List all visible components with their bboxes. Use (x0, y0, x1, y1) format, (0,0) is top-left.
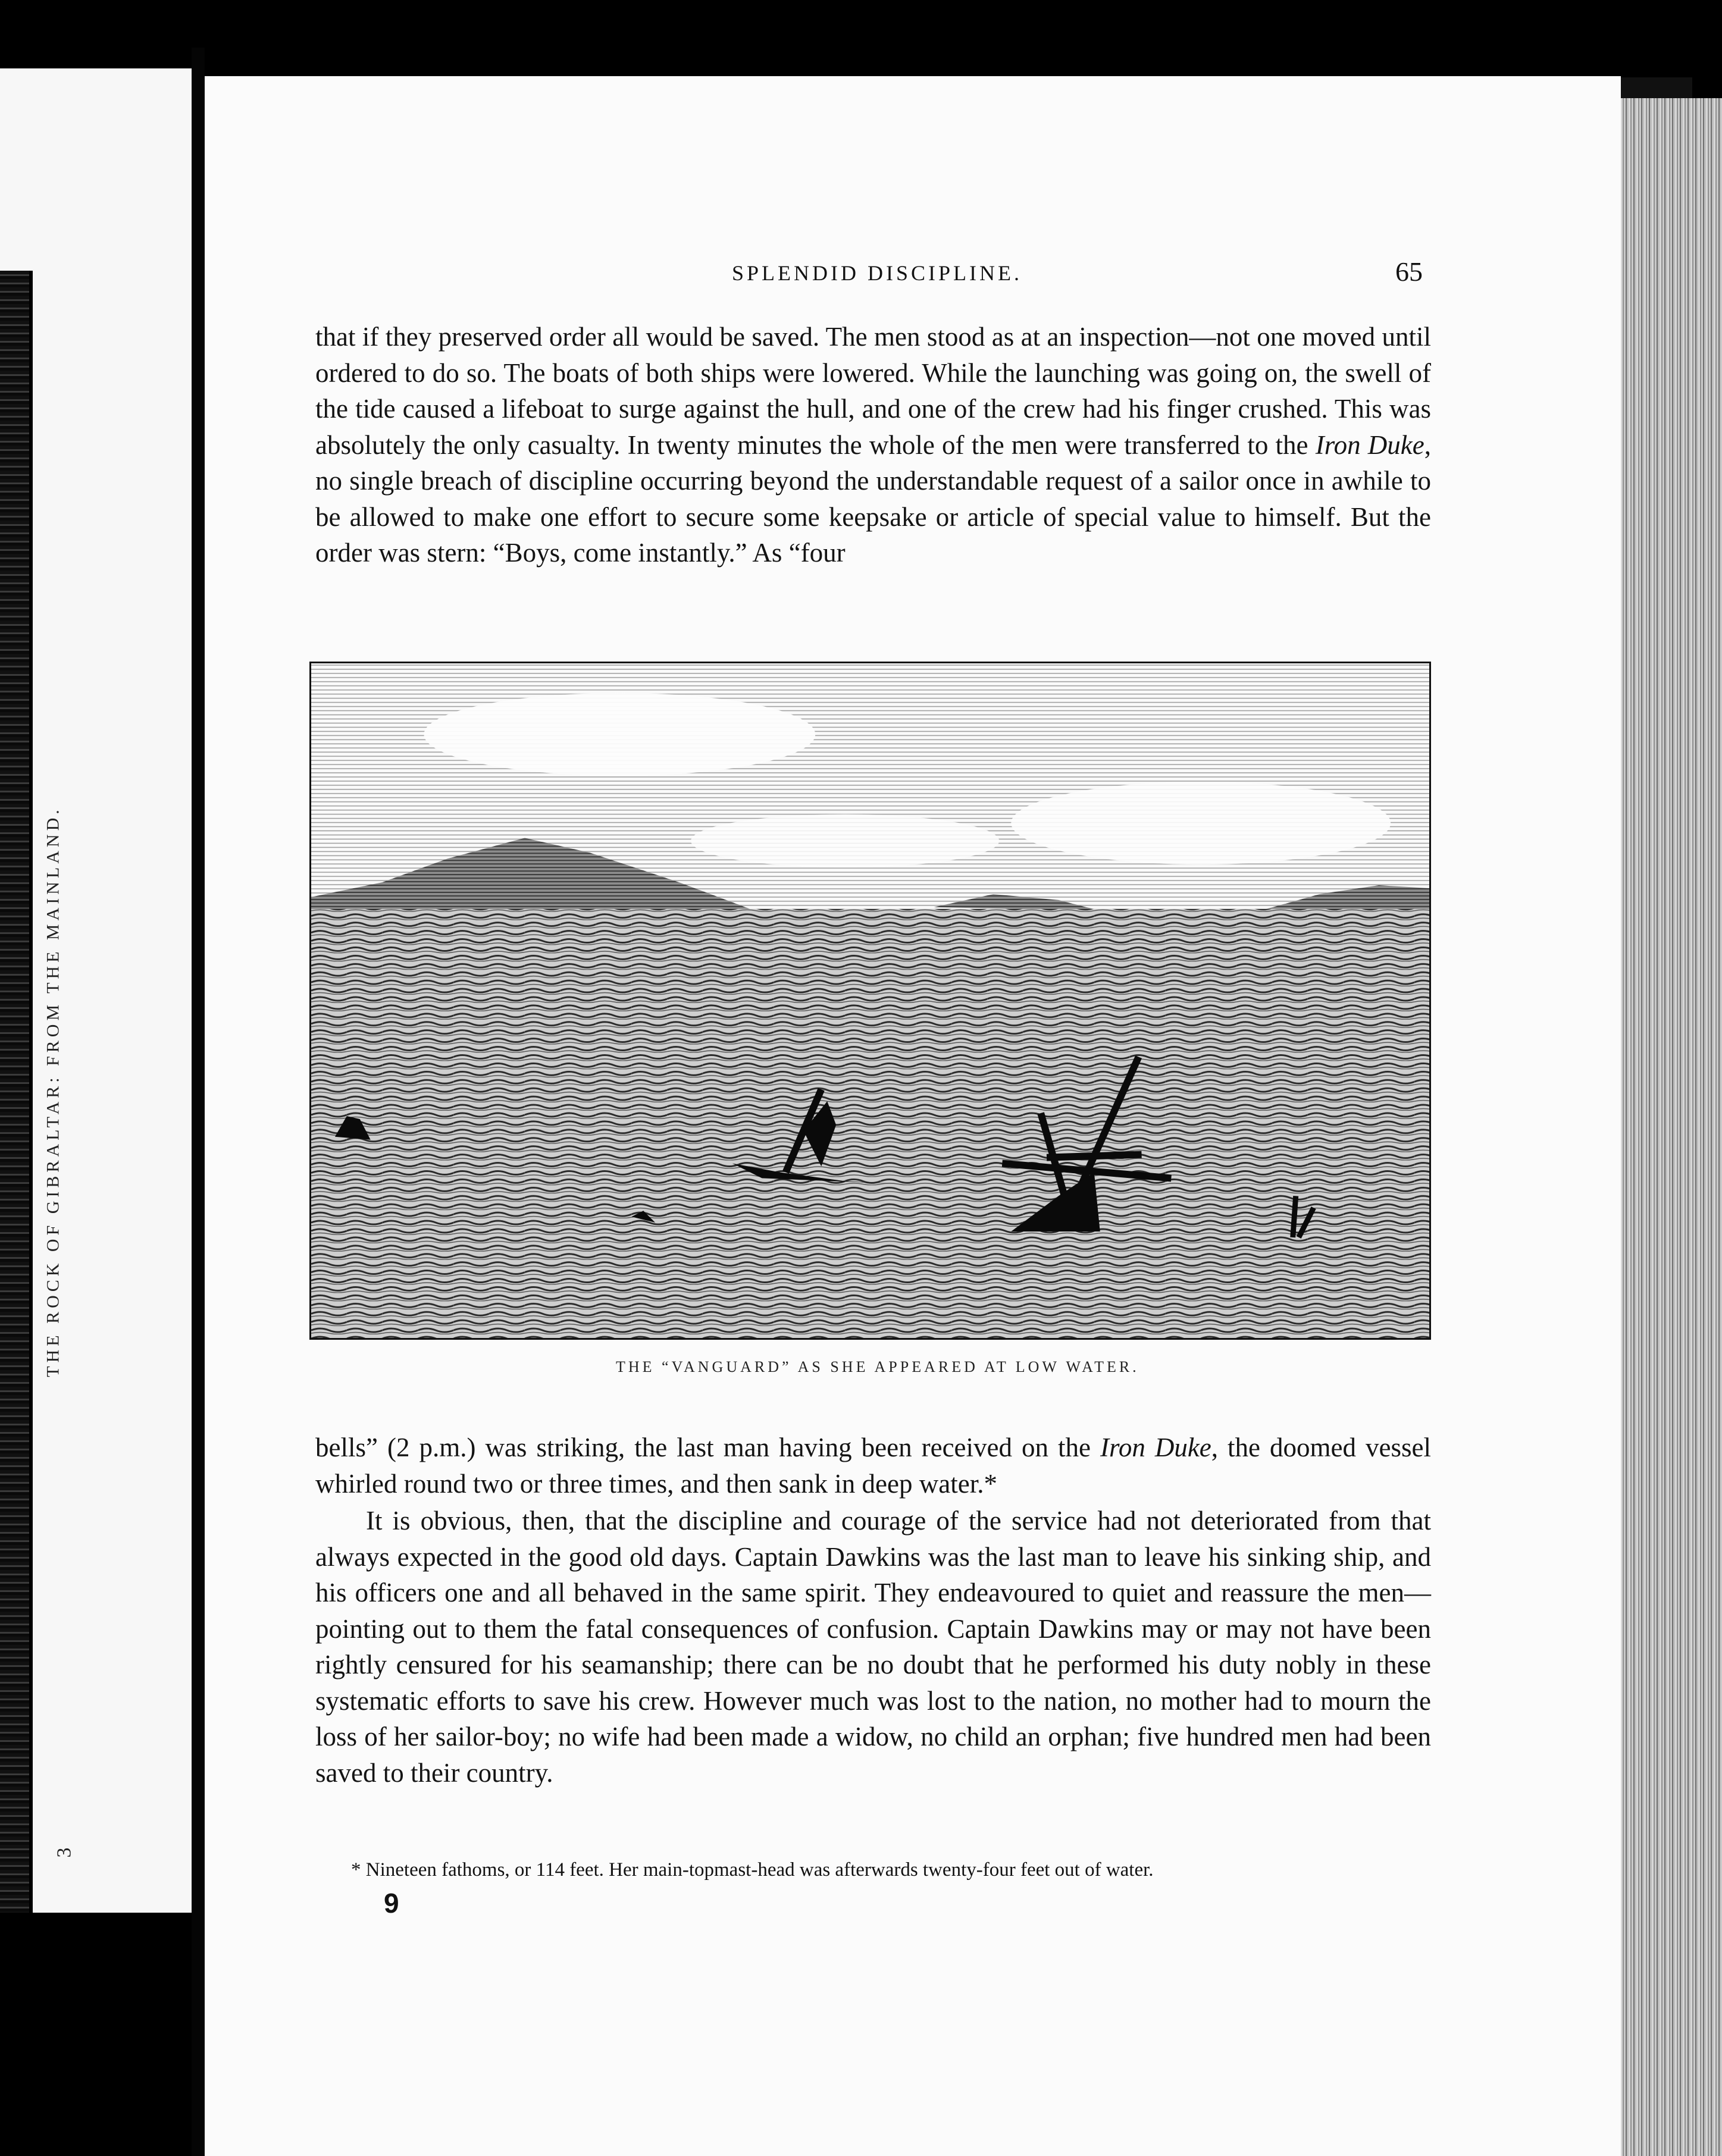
paragraph-2: bells” (2 p.m.) was striking, the last man having been received on the Iron Duke, the doomed vessel whirled round two or three times, and then sank in deep water.* (315, 1433, 1431, 1499)
running-head: SPLENDID DISCIPLINE. (732, 261, 1023, 285)
facing-plate-edge (0, 271, 33, 1913)
paragraph-1: that if they preserved order all would be saved. The men stood as at an inspection—not one moved until ordered to do so. The boats of both ships were lowered. While the launching was going on, the swell of the tide caused a lifeboat to surge against the hull, and one of the crew had his finger crushed. This was absolutely the only casualty. In twenty minutes the whole of the men were transferred to the Iron Duke, no single breach of discipline occurring beyond the understandable request of a sailor once in awhile to be allowed to make one effort to secure some keepsake or article of special value to himself. But the order was stern: “Boys, come instantly.” As “four (315, 322, 1431, 568)
book-top-shadow (1621, 77, 1692, 101)
plate-number: 3 (53, 1847, 76, 1858)
engraving-vanguard (309, 662, 1431, 1340)
page-edges (1621, 98, 1722, 2156)
engraving-illustration (311, 663, 1429, 1338)
plate-side-title-text: THE ROCK OF GIBRALTAR: FROM THE MAINLAND. (43, 806, 64, 1377)
page-number: 65 (1395, 256, 1423, 287)
footnote: * Nineteen fathoms, or 114 feet. Her main-topmast-head was afterwards twenty-four feet out of water. (351, 1859, 1154, 1881)
gutter-shadow (192, 48, 205, 2156)
paragraph-3: It is obvious, then, that the discipline and courage of the service had not deteriorated from that always expected in the good old days. Captain Dawkins was the last man to leave his sinking ship, and his officers one and all behaved in the same spirit. They endeavoured to quiet and reassure the men—pointing out to them the fatal consequences of confusion. Captain Dawkins may or may not have been rightly censured for his seamanship; there can be no doubt that he performed his duty nobly in these systematic efforts to save his crew. However much was lost to the nation, no mother had to mourn the loss of her sailor-boy; no wife had been made a widow, no child an orphan; five hundred men had been saved to their country. (315, 1506, 1431, 1788)
illustration-caption: THE “VANGUARD” AS SHE APPEARED AT LOW WATER. (616, 1358, 1139, 1375)
plate-side-title (36, 785, 71, 1398)
signature-mark: 9 (384, 1888, 399, 1919)
